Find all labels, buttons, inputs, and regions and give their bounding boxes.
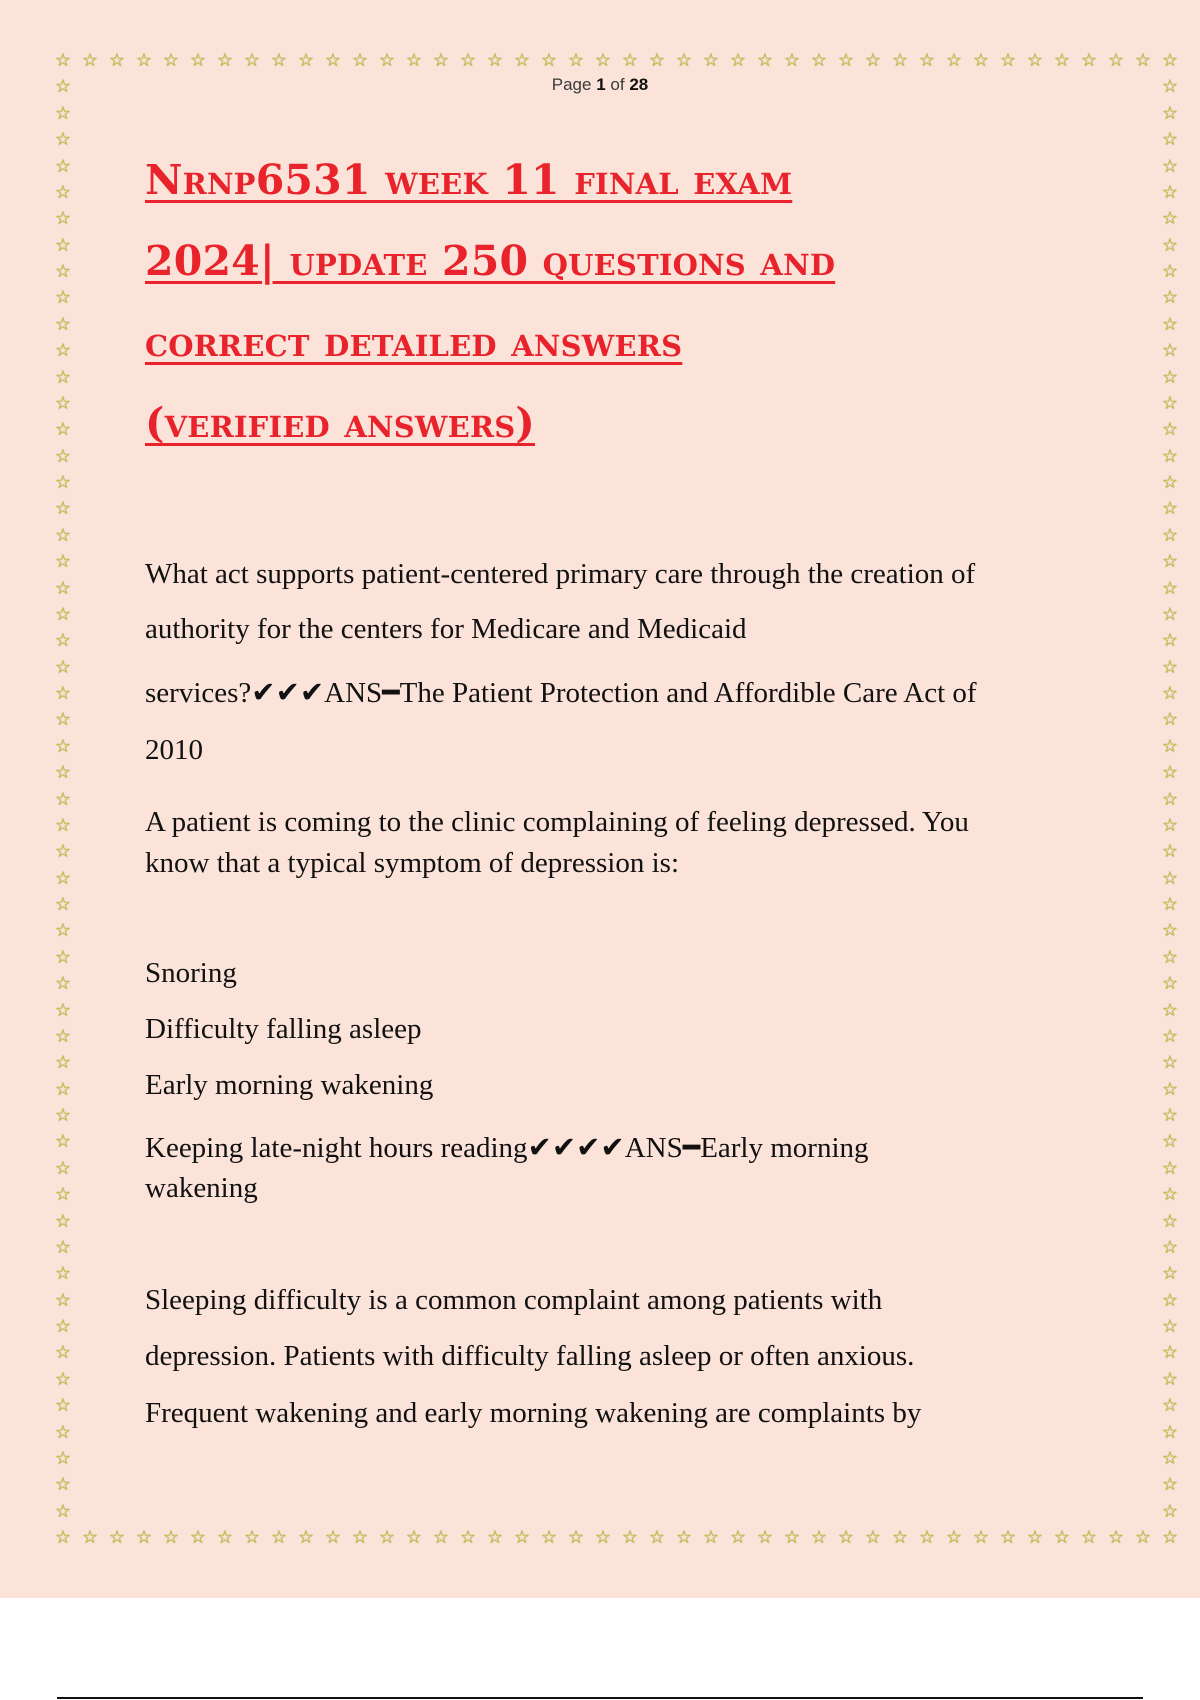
star-border-icon: ☆	[54, 1500, 72, 1522]
star-border-icon: ☆	[1161, 261, 1179, 282]
star-border-icon: ☆	[54, 498, 72, 520]
star-border-icon: ☆	[324, 1527, 342, 1548]
star-border-icon: ☆	[54, 340, 72, 362]
star-border-icon: ☆	[1161, 1316, 1179, 1337]
star-border-icon: ☆	[54, 1184, 72, 1206]
star-border-icon: ☆	[999, 50, 1017, 71]
star-border-icon: ☆	[972, 50, 990, 71]
star-border-icon: ☆	[54, 472, 72, 493]
star-border-icon: ☆	[1161, 1025, 1179, 1047]
star-border-icon: ☆	[54, 1025, 72, 1047]
title-line: Nrnp6531 week 11 final exam	[145, 156, 793, 204]
star-border-icon: ☆	[1161, 472, 1179, 493]
star-border-icon: ☆	[54, 630, 72, 652]
star-border-icon: ☆	[1161, 1368, 1179, 1390]
star-border-icon: ☆	[54, 814, 72, 836]
answer-option: Snoring	[145, 957, 237, 989]
star-border-icon: ☆	[54, 920, 72, 942]
star-border-icon: ☆	[324, 50, 342, 71]
star-border-icon: ☆	[54, 603, 72, 625]
star-border-icon: ☆	[54, 366, 72, 388]
star-border-icon: ☆	[1161, 76, 1179, 98]
star-border-icon: ☆	[1026, 1527, 1044, 1548]
star-border-icon: ☆	[54, 973, 72, 995]
star-border-icon: ☆	[54, 234, 72, 256]
star-border-icon: ☆	[1134, 50, 1152, 71]
page-number	[0, 75, 1200, 98]
star-border-icon: ☆	[1161, 287, 1179, 309]
star-border-icon: ☆	[1161, 841, 1179, 863]
star-border-icon: ☆	[216, 1527, 234, 1548]
star-border-icon: ☆	[702, 50, 720, 71]
star-border-icon: ☆	[1134, 1527, 1152, 1548]
star-border-icon: ☆	[108, 1527, 126, 1548]
star-border-icon: ☆	[1161, 50, 1179, 71]
star-border-icon: ☆	[351, 50, 369, 71]
star-border-icon: ☆	[54, 1527, 72, 1548]
star-border-icon: ☆	[1161, 1447, 1179, 1469]
star-border-icon: ☆	[1161, 524, 1179, 546]
star-border-icon: ☆	[945, 1527, 963, 1548]
star-border-icon: ☆	[945, 50, 963, 71]
star-border-icon: ☆	[540, 50, 558, 71]
star-border-icon: ☆	[1053, 1527, 1071, 1548]
title-line: (verified answers)	[145, 399, 536, 447]
star-border-icon: ☆	[54, 1157, 72, 1179]
star-border-icon: ☆	[648, 50, 666, 71]
question-1-answer: services?✔✔✔ANS━The Patient Protection and Affordible Care Act of	[145, 677, 977, 709]
answer-option: Early morning wakening	[145, 1069, 434, 1101]
star-border-icon: ☆	[783, 1527, 801, 1548]
star-border-icon: ☆	[54, 735, 72, 757]
star-border-icon: ☆	[405, 1527, 423, 1548]
star-border-icon: ☆	[162, 1527, 180, 1548]
star-border-icon: ☆	[1161, 419, 1179, 441]
star-border-icon: ☆	[1161, 1474, 1179, 1496]
explanation-text: Frequent wakening and early morning wakening are complaints by	[145, 1397, 922, 1429]
star-border-icon: ☆	[216, 50, 234, 71]
star-border-icon: ☆	[297, 50, 315, 71]
star-border-icon: ☆	[621, 50, 639, 71]
star-border-icon: ☆	[162, 50, 180, 71]
star-border-icon: ☆	[1161, 1052, 1179, 1074]
star-border-icon: ☆	[1161, 498, 1179, 520]
star-border-icon: ☆	[1161, 155, 1179, 177]
star-border-icon: ☆	[54, 762, 72, 784]
star-border-icon: ☆	[54, 313, 72, 335]
star-border-icon: ☆	[1161, 551, 1179, 573]
star-border-icon: ☆	[270, 1527, 288, 1548]
star-border-icon: ☆	[1053, 50, 1071, 71]
page-label: Page	[551, 75, 592, 94]
star-border-icon: ☆	[54, 1263, 72, 1285]
star-border-icon: ☆	[1161, 1342, 1179, 1364]
star-border-icon: ☆	[81, 50, 99, 71]
star-border-icon: ☆	[54, 524, 72, 546]
star-border-icon: ☆	[54, 102, 72, 124]
answer-option: Difficulty falling asleep	[145, 1013, 422, 1045]
star-border-icon: ☆	[378, 50, 396, 71]
star-border-icon: ☆	[1161, 129, 1179, 151]
star-border-icon: ☆	[891, 50, 909, 71]
star-border-icon: ☆	[54, 1236, 72, 1258]
star-border-icon: ☆	[54, 841, 72, 863]
star-border-icon: ☆	[54, 946, 72, 968]
star-border-icon: ☆	[810, 1527, 828, 1548]
star-border-icon: ☆	[54, 392, 72, 414]
star-border-icon: ☆	[1161, 234, 1179, 256]
star-border-icon: ☆	[783, 50, 801, 71]
star-border-icon: ☆	[486, 1527, 504, 1548]
star-border-icon: ☆	[54, 1474, 72, 1496]
star-border-icon: ☆	[54, 1210, 72, 1232]
star-border-icon: ☆	[54, 1395, 72, 1417]
star-border-icon: ☆	[1161, 1157, 1179, 1179]
star-border-icon: ☆	[54, 894, 72, 915]
star-border-icon: ☆	[1161, 762, 1179, 784]
star-border-icon: ☆	[1161, 814, 1179, 836]
star-border-icon: ☆	[1161, 709, 1179, 731]
star-border-icon: ☆	[1161, 1105, 1179, 1126]
explanation-text: depression. Patients with difficulty falling asleep or often anxious.	[145, 1340, 915, 1372]
star-border-icon: ☆	[54, 419, 72, 441]
star-border-icon: ☆	[1161, 1527, 1179, 1548]
star-border-icon: ☆	[54, 181, 72, 203]
star-border-icon: ☆	[594, 50, 612, 71]
star-border-icon: ☆	[567, 1527, 585, 1548]
star-border-icon: ☆	[1161, 577, 1179, 599]
star-border-icon: ☆	[702, 1527, 720, 1548]
star-border-icon: ☆	[1161, 1500, 1179, 1522]
star-border-icon: ☆	[54, 577, 72, 599]
star-border-icon: ☆	[1161, 1395, 1179, 1417]
star-border-icon: ☆	[675, 50, 693, 71]
star-border-icon: ☆	[54, 999, 72, 1021]
star-border-icon: ☆	[1161, 102, 1179, 124]
star-border-icon: ☆	[1107, 1527, 1125, 1548]
star-border-icon: ☆	[243, 50, 261, 71]
star-border-icon: ☆	[54, 709, 72, 731]
star-border-icon: ☆	[135, 50, 153, 71]
star-border-icon: ☆	[1161, 867, 1179, 889]
star-border-icon: ☆	[756, 50, 774, 71]
star-border-icon: ☆	[729, 50, 747, 71]
star-border-icon: ☆	[54, 1368, 72, 1390]
star-border-icon: ☆	[54, 1421, 72, 1443]
next-page-rule	[57, 1697, 1143, 1699]
star-border-icon: ☆	[54, 50, 72, 71]
star-border-icon: ☆	[1161, 1236, 1179, 1258]
explanation-text: Sleeping difficulty is a common complaint among patients with	[145, 1284, 883, 1316]
star-border-icon: ☆	[1161, 735, 1179, 757]
star-border-icon: ☆	[486, 50, 504, 71]
star-border-icon: ☆	[1161, 683, 1179, 704]
page-of: of	[610, 75, 625, 94]
star-border-icon: ☆	[54, 1131, 72, 1153]
star-border-icon: ☆	[189, 50, 207, 71]
title-line: 2024| update 250 questions and	[145, 237, 836, 285]
star-border-icon: ☆	[837, 50, 855, 71]
question-1-text: What act supports patient-centered primary care through the creation of	[145, 558, 976, 590]
star-border-icon: ☆	[1161, 1184, 1179, 1206]
star-border-icon: ☆	[1161, 603, 1179, 625]
star-border-icon: ☆	[54, 867, 72, 889]
star-border-icon: ☆	[1161, 208, 1179, 230]
star-border-icon: ☆	[1161, 920, 1179, 942]
star-border-icon: ☆	[1161, 445, 1179, 467]
star-border-icon: ☆	[1161, 366, 1179, 388]
star-border-icon: ☆	[54, 129, 72, 151]
star-border-icon: ☆	[540, 1527, 558, 1548]
question-2-text: A patient is coming to the clinic complaining of feeling depressed. You	[145, 806, 969, 838]
star-border-icon: ☆	[729, 1527, 747, 1548]
star-border-icon: ☆	[54, 1342, 72, 1364]
star-border-icon: ☆	[459, 1527, 477, 1548]
star-border-icon: ☆	[864, 50, 882, 71]
star-border-icon: ☆	[297, 1527, 315, 1548]
star-border-icon: ☆	[81, 1527, 99, 1548]
star-border-icon: ☆	[1161, 313, 1179, 335]
star-border-icon: ☆	[1161, 1131, 1179, 1153]
question-2-answer-cont: wakening	[145, 1172, 258, 1204]
star-border-icon: ☆	[54, 287, 72, 309]
page-total: 28	[629, 75, 649, 94]
star-border-icon: ☆	[54, 1105, 72, 1126]
star-border-icon: ☆	[54, 551, 72, 573]
star-border-icon: ☆	[1080, 50, 1098, 71]
page-current: 1	[596, 75, 606, 94]
star-border-icon: ☆	[1161, 788, 1179, 810]
star-border-icon: ☆	[54, 208, 72, 230]
star-border-icon: ☆	[54, 656, 72, 678]
star-border-icon: ☆	[54, 1078, 72, 1100]
star-border-icon: ☆	[351, 1527, 369, 1548]
star-border-icon: ☆	[270, 50, 288, 71]
star-border-icon: ☆	[1080, 1527, 1098, 1548]
star-border-icon: ☆	[1161, 656, 1179, 678]
star-border-icon: ☆	[54, 261, 72, 282]
star-border-icon: ☆	[675, 1527, 693, 1548]
star-border-icon: ☆	[1161, 340, 1179, 362]
star-border-icon: ☆	[243, 1527, 261, 1548]
star-border-icon: ☆	[837, 1527, 855, 1548]
question-1-text: authority for the centers for Medicare and Medicaid	[145, 613, 747, 645]
star-border-icon: ☆	[459, 50, 477, 71]
star-border-icon: ☆	[648, 1527, 666, 1548]
star-border-icon: ☆	[621, 1527, 639, 1548]
star-border-icon: ☆	[972, 1527, 990, 1548]
star-border-icon: ☆	[1161, 999, 1179, 1021]
star-border-icon: ☆	[54, 788, 72, 810]
star-border-icon: ☆	[513, 50, 531, 71]
star-border-icon: ☆	[513, 1527, 531, 1548]
star-border-icon: ☆	[1161, 1289, 1179, 1311]
star-border-icon: ☆	[432, 1527, 450, 1548]
star-border-icon: ☆	[1161, 1263, 1179, 1285]
star-border-icon: ☆	[594, 1527, 612, 1548]
star-border-icon: ☆	[1161, 1421, 1179, 1443]
star-border-icon: ☆	[54, 1289, 72, 1311]
answer-option: Keeping late-night hours reading✔✔✔✔ANS━Early morning	[145, 1132, 869, 1164]
question-1-answer-cont: 2010	[145, 734, 203, 766]
star-border-icon: ☆	[378, 1527, 396, 1548]
star-border-icon: ☆	[54, 683, 72, 704]
star-border-icon: ☆	[108, 50, 126, 71]
star-border-icon: ☆	[1161, 946, 1179, 968]
star-border-icon: ☆	[1161, 1078, 1179, 1100]
title-line: correct detailed answers	[145, 318, 683, 366]
star-border-icon: ☆	[135, 1527, 153, 1548]
star-border-icon: ☆	[864, 1527, 882, 1548]
star-border-icon: ☆	[567, 50, 585, 71]
star-border-icon: ☆	[918, 50, 936, 71]
star-border-icon: ☆	[54, 1052, 72, 1074]
star-border-icon: ☆	[999, 1527, 1017, 1548]
star-border-icon: ☆	[1161, 1210, 1179, 1232]
star-border-icon: ☆	[54, 155, 72, 177]
star-border-icon: ☆	[1161, 973, 1179, 995]
star-border-icon: ☆	[1026, 50, 1044, 71]
star-border-icon: ☆	[54, 1447, 72, 1469]
star-border-icon: ☆	[54, 445, 72, 467]
star-border-icon: ☆	[1161, 630, 1179, 652]
star-border-icon: ☆	[756, 1527, 774, 1548]
star-border-icon: ☆	[405, 50, 423, 71]
star-border-icon: ☆	[432, 50, 450, 71]
star-border-icon: ☆	[54, 1316, 72, 1337]
star-border-icon: ☆	[1161, 181, 1179, 203]
star-border-icon: ☆	[1107, 50, 1125, 71]
question-2-text: know that a typical symptom of depression is:	[145, 847, 680, 879]
star-border-icon: ☆	[1161, 392, 1179, 414]
star-border-icon: ☆	[1161, 894, 1179, 915]
star-border-icon: ☆	[54, 76, 72, 98]
star-border-icon: ☆	[810, 50, 828, 71]
star-border-icon: ☆	[918, 1527, 936, 1548]
star-border-icon: ☆	[891, 1527, 909, 1548]
star-border-icon: ☆	[189, 1527, 207, 1548]
document-title	[145, 140, 1105, 464]
